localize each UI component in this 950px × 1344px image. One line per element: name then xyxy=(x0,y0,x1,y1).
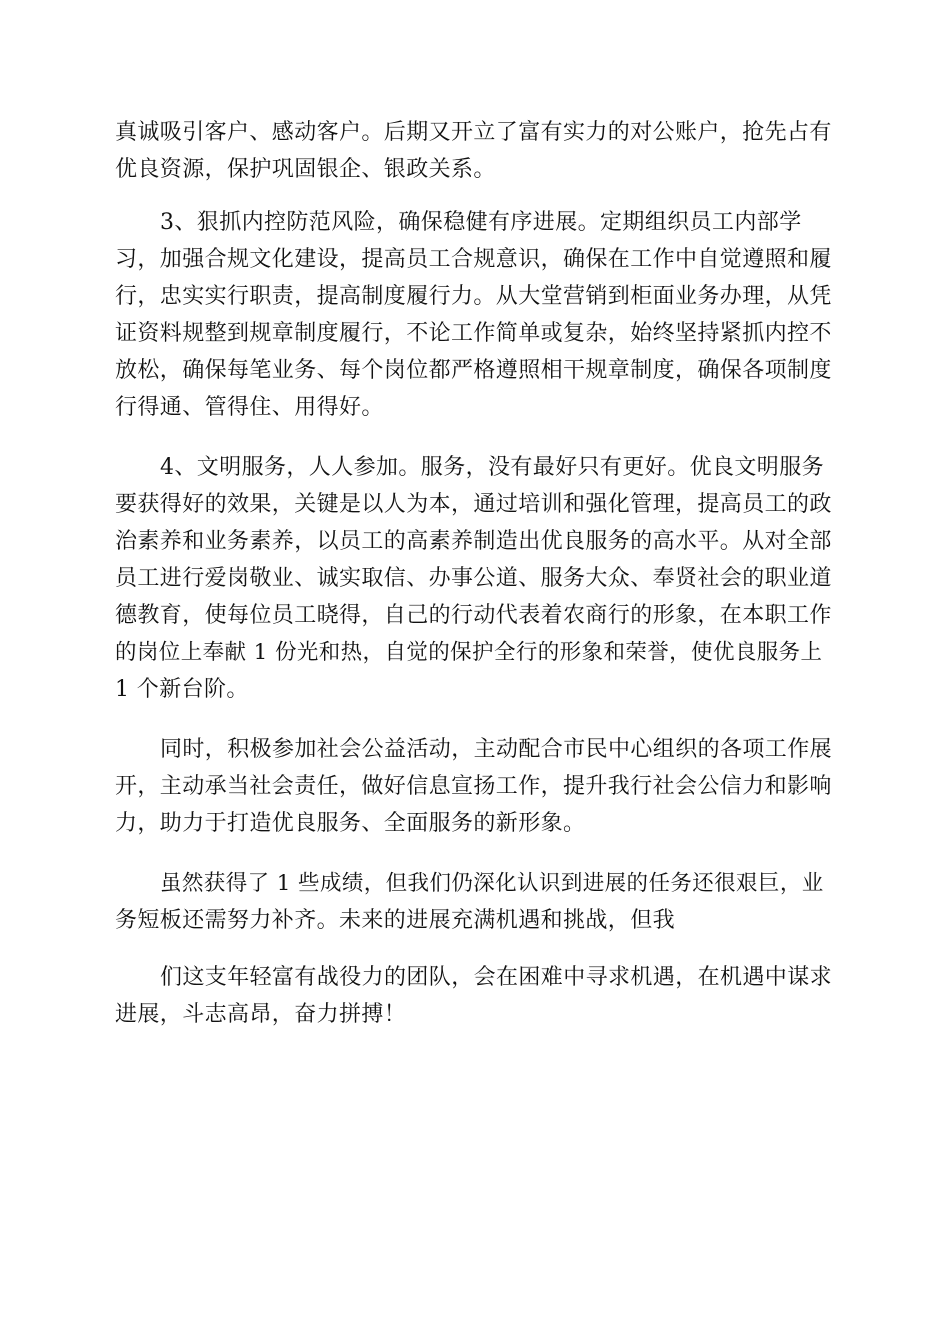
text-line: 员工进行爱岗敬业、诚实取信、办事公道、服务大众、奉贤社会的职业道 xyxy=(115,566,832,591)
text-line: 证资料规整到规章制度履行，不论工作简单或复杂，始终坚持紧抓内控不 xyxy=(115,321,832,346)
text-line: 力，助力于打造优良服务、全面服务的新形象。 xyxy=(115,811,586,836)
text-line: 要获得好的效果，关键是以人为本，通过培训和强化管理，提高员工的政 xyxy=(115,492,832,517)
text-line: 进展，斗志高昂，奋力拼搏！ xyxy=(115,1002,407,1027)
text-line: 务短板还需努力补齐。未来的进展充满机遇和挑战，但我 xyxy=(115,908,676,933)
text-line: 行得通、管得住、用得好。 xyxy=(115,395,384,420)
text-line: 治素养和业务素养，以员工的高素养制造出优良服务的高水平。从对全部 xyxy=(115,529,832,554)
text-line: 们这支年轻富有战役力的团队，会在困难中寻求机遇，在机遇中谋求 xyxy=(160,965,833,990)
text-line: 的岗位上奉献 1 份光和热，自觉的保护全行的形象和荣誉，使优良服务上 xyxy=(115,640,823,665)
text-line: 优良资源，保护巩固银企、银政关系。 xyxy=(115,157,496,182)
text-line: 习，加强合规文化建设，提高员工合规意识，确保在工作中自觉遵照和履 xyxy=(115,247,832,272)
text-line: 虽然获得了 1 些成绩，但我们仍深化认识到进展的任务还很艰巨，业 xyxy=(160,871,824,896)
text-line: 德教育，使每位员工晓得，自己的行动代表着农商行的形象，在本职工作 xyxy=(115,603,832,628)
text-line: 同时，积极参加社会公益活动，主动配合市民中心组织的各项工作展 xyxy=(160,737,833,762)
text-line: 放松，确保每笔业务、每个岗位都严格遵照相干规章制度，确保各项制度 xyxy=(115,358,832,383)
text-line: 3、狠抓内控防范风险，确保稳健有序进展。定期组织员工内部学 xyxy=(160,210,802,235)
text-line: 开，主动承当社会责任，做好信息宣扬工作，提升我行社会公信力和影响 xyxy=(115,774,832,799)
text-line: 真诚吸引客户、感动客户。后期又开立了富有实力的对公账户，抢先占有 xyxy=(115,120,832,145)
text-line: 4、文明服务，人人参加。服务，没有最好只有更好。优良文明服务 xyxy=(160,455,824,480)
text-line: 1 个新台阶。 xyxy=(115,677,249,702)
text-line: 行，忠实实行职责，提高制度履行力。从大堂营销到柜面业务办理，从凭 xyxy=(115,284,832,309)
